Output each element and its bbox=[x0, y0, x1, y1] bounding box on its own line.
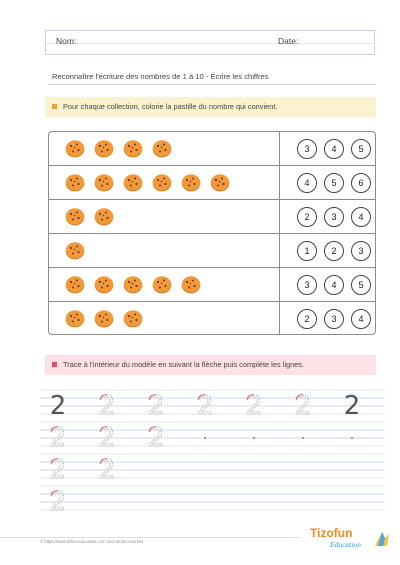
number-pill[interactable]: 3 bbox=[324, 207, 344, 227]
digit-tracing-model: 2 bbox=[98, 455, 116, 485]
number-pill[interactable]: 3 bbox=[324, 309, 344, 329]
number-pill[interactable]: 3 bbox=[351, 241, 371, 261]
start-point-dot bbox=[351, 437, 353, 439]
table-row bbox=[49, 302, 375, 335]
brand-name-bottom: Education bbox=[330, 540, 361, 549]
instruction-text-2: Trace à l'intérieur du modèle en suivant la flèche puis complète les lignes. bbox=[63, 360, 305, 369]
number-pill[interactable]: 1 bbox=[297, 241, 317, 261]
cookie-collection bbox=[65, 275, 201, 295]
date-label: Date: bbox=[278, 36, 299, 46]
cookie-icon bbox=[181, 275, 201, 294]
number-pill[interactable]: 3 bbox=[297, 275, 317, 295]
name-date-box bbox=[45, 30, 375, 55]
number-pill[interactable]: 2 bbox=[297, 207, 317, 227]
digit-tracing-model: 2 bbox=[98, 423, 116, 453]
number-options bbox=[297, 139, 371, 159]
start-point-dot bbox=[253, 437, 255, 439]
cookie-icon bbox=[123, 309, 143, 328]
cookie-icon bbox=[94, 173, 114, 192]
digit-tracing-model: 2 bbox=[343, 391, 361, 421]
name-box-rule bbox=[46, 43, 374, 44]
number-pill[interactable]: 4 bbox=[324, 275, 344, 295]
cookie-icon bbox=[65, 139, 85, 158]
page-title: Reconnaître l'écriture des nombres de 1 à 10 - Écrire les chiffres bbox=[52, 72, 269, 81]
name-label: Nom: bbox=[56, 36, 77, 46]
table-row bbox=[49, 132, 375, 166]
table-row bbox=[49, 166, 375, 200]
number-pill[interactable]: 5 bbox=[351, 139, 371, 159]
digit-tracing-model: 2 bbox=[294, 391, 312, 421]
column-divider bbox=[279, 268, 280, 301]
number-pill[interactable]: 4 bbox=[351, 207, 371, 227]
number-pill[interactable]: 5 bbox=[324, 173, 344, 193]
digit-tracing-model: 2 bbox=[49, 423, 67, 453]
instruction-banner-1 bbox=[45, 97, 376, 117]
cookie-icon bbox=[65, 207, 85, 226]
table-row bbox=[49, 234, 375, 268]
column-divider bbox=[279, 166, 280, 199]
cookie-icon bbox=[94, 275, 114, 294]
cookie-icon bbox=[210, 173, 230, 192]
cookie-icon bbox=[123, 139, 143, 158]
cookie-collection bbox=[65, 207, 114, 227]
counting-table bbox=[48, 131, 376, 335]
square-bullet-icon bbox=[52, 362, 57, 367]
cookie-icon bbox=[65, 309, 85, 328]
cookie-collection bbox=[65, 139, 172, 159]
start-point-dot bbox=[302, 437, 304, 439]
number-options bbox=[297, 207, 371, 227]
cookie-icon bbox=[65, 241, 85, 260]
column-divider bbox=[279, 200, 280, 233]
number-pill[interactable]: 3 bbox=[297, 139, 317, 159]
start-point-dot bbox=[204, 437, 206, 439]
footer-copyright: © https://www.tizfun-education.com tous droits réservés bbox=[40, 539, 144, 544]
cookie-icon bbox=[181, 173, 201, 192]
title-underline bbox=[48, 84, 376, 85]
cookie-collection bbox=[65, 173, 230, 193]
digit-tracing-model: 2 bbox=[98, 391, 116, 421]
number-pill[interactable]: 2 bbox=[297, 309, 317, 329]
cookie-icon bbox=[94, 139, 114, 158]
digit-tracing-model: 2 bbox=[147, 423, 165, 453]
square-bullet-icon bbox=[52, 104, 57, 109]
number-options bbox=[297, 275, 371, 295]
digit-tracing-model: 2 bbox=[196, 391, 214, 421]
brand-logo-icon bbox=[372, 528, 392, 548]
cookie-collection bbox=[65, 241, 85, 261]
digit-tracing-model: 2 bbox=[49, 487, 67, 517]
number-options bbox=[297, 173, 371, 193]
number-pill[interactable]: 4 bbox=[351, 309, 371, 329]
number-pill[interactable]: 5 bbox=[351, 275, 371, 295]
digit-tracing-model: 2 bbox=[49, 455, 67, 485]
digit-tracing-model: 2 bbox=[49, 391, 67, 421]
number-pill[interactable]: 4 bbox=[297, 173, 317, 193]
column-divider bbox=[279, 302, 280, 335]
number-pill[interactable]: 6 bbox=[351, 173, 371, 193]
handwriting-guides bbox=[40, 388, 385, 518]
instruction-text-1: Pour chaque collection, colorie la pastille du nombre qui convient. bbox=[63, 102, 278, 111]
cookie-icon bbox=[123, 173, 143, 192]
cookie-icon bbox=[152, 275, 172, 294]
handwriting-area bbox=[40, 388, 385, 518]
brand-name-top: Tizofun bbox=[310, 526, 353, 540]
column-divider bbox=[279, 132, 280, 165]
number-pill[interactable]: 4 bbox=[324, 139, 344, 159]
cookie-collection bbox=[65, 309, 143, 329]
number-pill[interactable]: 2 bbox=[324, 241, 344, 261]
digit-tracing-model: 2 bbox=[245, 391, 263, 421]
table-row bbox=[49, 268, 375, 302]
brand-logo bbox=[300, 526, 395, 556]
cookie-icon bbox=[152, 173, 172, 192]
cookie-icon bbox=[94, 207, 114, 226]
cookie-icon bbox=[123, 275, 143, 294]
table-row bbox=[49, 200, 375, 234]
number-options bbox=[297, 309, 371, 329]
cookie-icon bbox=[65, 173, 85, 192]
column-divider bbox=[279, 234, 280, 267]
instruction-banner-2 bbox=[45, 355, 376, 375]
footer-divider bbox=[0, 537, 300, 538]
number-options bbox=[297, 241, 371, 261]
digit-tracing-model: 2 bbox=[147, 391, 165, 421]
cookie-icon bbox=[152, 139, 172, 158]
cookie-icon bbox=[94, 309, 114, 328]
cookie-icon bbox=[65, 275, 85, 294]
